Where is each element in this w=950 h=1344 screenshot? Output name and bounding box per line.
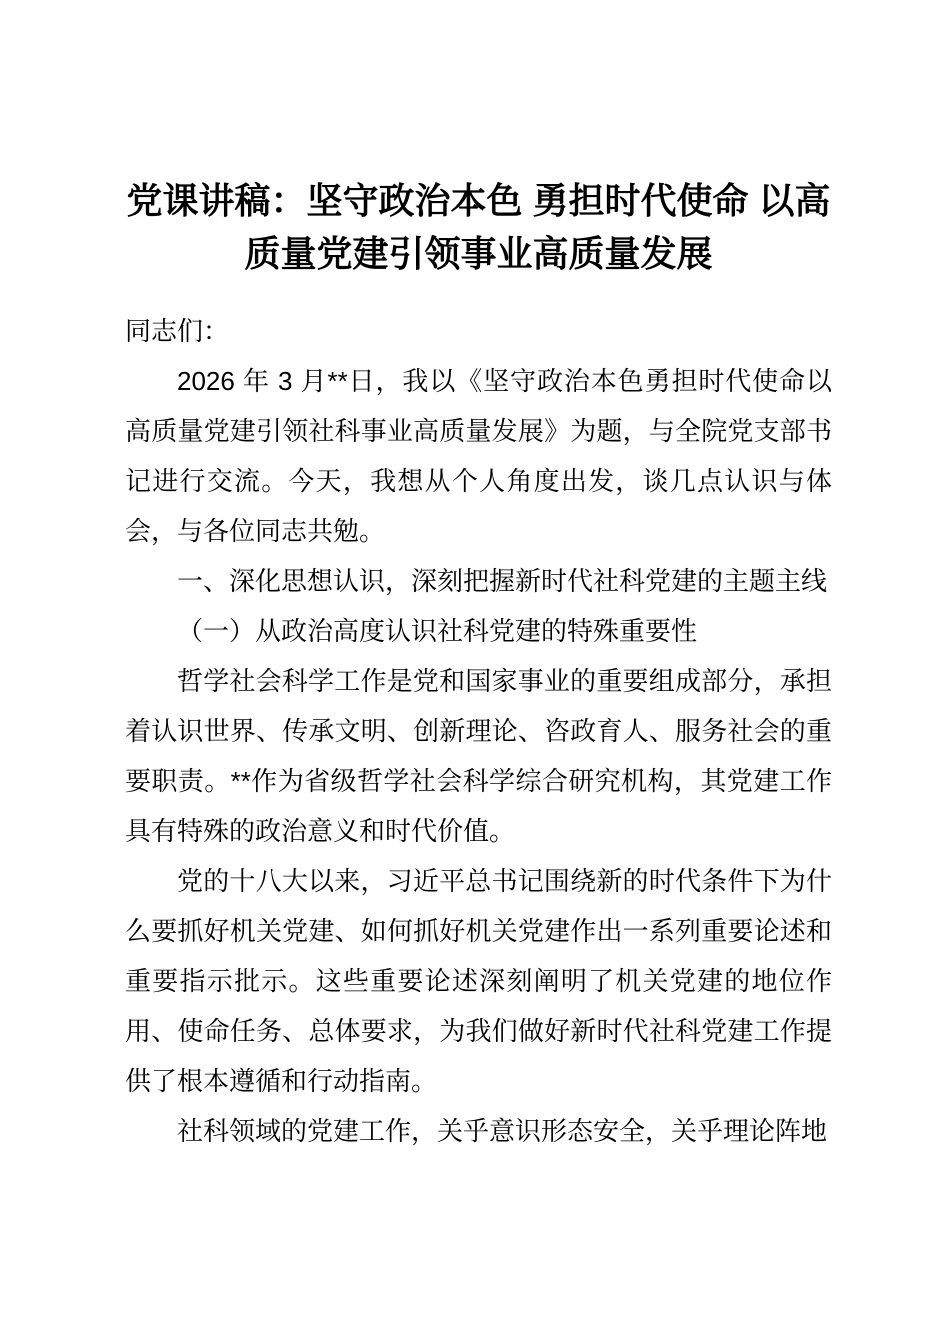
document-title-line-1: 党课讲稿：坚守政治本色 勇担时代使命 以高 <box>126 180 831 221</box>
paragraph-body: 党的十八大以来，习近平总书记围绕新的时代条件下为什么要抓好机关党建、如何抓好机关党建作出一系列重要论述和重要指示批示。这些重要论述深刻阐明了机关党建的地位作用、使命任务、总体要求，为我们做好新时代社科党建工作提供了根本遵循和行动指南。 <box>125 866 832 1096</box>
paragraph-intro: 2026 年 3 月**日，我以《坚守政治本色勇担时代使命以高质量党建引领社科事业高质量发展》为题，与全院党支部书记进行交流。今天，我想从个人角度出发，谈几点认识与体会，与各位同志共勉。 <box>125 366 832 546</box>
paragraph-body: 哲学社会科学工作是党和国家事业的重要组成部分，承担着认识世界、传承文明、创新理论、咨政育人、服务社会的重要职责。**作为省级哲学社会科学综合研究机构，其党建工作具有特殊的政治意义和时代价值。 <box>125 666 832 846</box>
paragraph-body-partial: 社科领域的党建工作，关乎意识形态安全，关乎理论阵地 <box>177 1116 828 1146</box>
section-heading-1-1: （一）从政治高度认识社科党建的特殊重要性 <box>177 616 698 646</box>
salutation: 同志们： <box>125 316 230 346</box>
document-title <box>125 174 832 280</box>
section-heading-1: 一、深化思想认识，深刻把握新时代社科党建的主题主线 <box>177 566 828 596</box>
document-title-line-2: 质量党建引领事业高质量发展 <box>244 233 713 274</box>
